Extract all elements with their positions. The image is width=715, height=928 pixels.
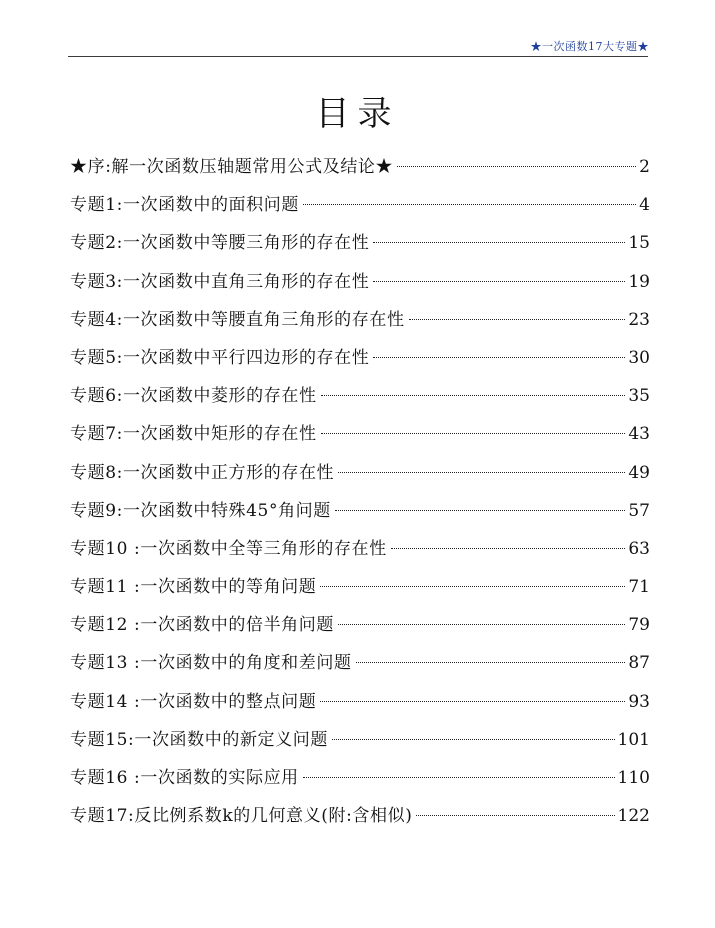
toc-entry[interactable] — [70, 683, 650, 721]
toc-entry-page: 4 — [639, 195, 650, 216]
dot-leader — [397, 166, 636, 167]
toc-entry-page: 71 — [628, 577, 650, 598]
dot-leader — [373, 281, 625, 282]
toc-entry[interactable] — [70, 606, 650, 644]
toc-entry-page: 57 — [628, 500, 650, 521]
dot-leader — [356, 662, 626, 663]
toc-entry-label: 专题8:一次函数中正方形的存在性 — [70, 462, 335, 483]
toc-entry-label: 专题9:一次函数中特殊45°角问题 — [70, 500, 331, 521]
dot-leader — [338, 624, 625, 625]
dot-leader — [409, 319, 626, 320]
toc-entry[interactable] — [70, 148, 650, 186]
toc-entry[interactable] — [70, 530, 650, 568]
toc-list — [70, 148, 650, 835]
running-header: ★一次函数17大专题★ — [530, 40, 649, 53]
dot-leader — [416, 815, 614, 816]
toc-entry-label: 专题3:一次函数中直角三角形的存在性 — [70, 271, 370, 292]
toc-entry-label: 专题15:一次函数中的新定义问题 — [70, 729, 328, 750]
toc-entry[interactable] — [70, 759, 650, 797]
toc-entry-label: 专题16 :一次函数的实际应用 — [70, 768, 299, 788]
dot-leader — [320, 586, 625, 587]
toc-entry-page: 63 — [628, 538, 650, 559]
toc-entry[interactable] — [70, 186, 650, 224]
toc-entry[interactable] — [70, 454, 650, 492]
toc-entry-label: ★序:解一次函数压轴题常用公式及结论★ — [70, 157, 394, 177]
toc-entry[interactable] — [70, 301, 650, 339]
dot-leader — [373, 357, 625, 358]
toc-entry-page: 110 — [617, 768, 650, 788]
dot-leader — [321, 433, 626, 434]
toc-entry-page: 23 — [628, 309, 650, 330]
toc-entry-label: 专题6:一次函数中菱形的存在性 — [70, 386, 317, 407]
toc-entry-label: 专题13 :一次函数中的角度和差问题 — [70, 653, 352, 674]
toc-entry[interactable] — [70, 797, 650, 835]
toc-entry[interactable] — [70, 492, 650, 530]
toc-entry-label: 专题11 :一次函数中的等角问题 — [70, 577, 317, 598]
toc-entry[interactable] — [70, 263, 650, 301]
toc-entry-label: 专题4:一次函数中等腰直角三角形的存在性 — [70, 309, 405, 330]
toc-entry-label: 专题7:一次函数中矩形的存在性 — [70, 424, 317, 445]
dot-leader — [335, 510, 625, 511]
toc-entry-page: 122 — [617, 806, 650, 827]
toc-entry[interactable] — [70, 339, 650, 377]
toc-entry-label: 专题5:一次函数中平行四边形的存在性 — [70, 347, 370, 368]
toc-entry-page: 19 — [628, 271, 650, 292]
toc-entry-page: 87 — [628, 653, 650, 674]
toc-entry-label: 专题12 :一次函数中的倍半角问题 — [70, 615, 334, 636]
toc-entry-label: 专题1:一次函数中的面积问题 — [70, 195, 299, 216]
dot-leader — [373, 242, 625, 243]
dot-leader — [391, 548, 626, 549]
toc-entry[interactable] — [70, 377, 650, 415]
toc-entry-label: 专题17:反比例系数k的几何意义(附:含相似) — [70, 806, 413, 827]
dot-leader — [338, 472, 625, 473]
dot-leader — [321, 395, 626, 396]
toc-entry[interactable] — [70, 415, 650, 453]
toc-entry-label: 专题2:一次函数中等腰三角形的存在性 — [70, 233, 370, 254]
toc-entry-label: 专题10 :一次函数中全等三角形的存在性 — [70, 538, 387, 559]
toc-entry-page: 101 — [617, 729, 650, 750]
dot-leader — [332, 739, 615, 740]
toc-entry[interactable] — [70, 644, 650, 682]
toc-entry-page: 15 — [628, 233, 650, 254]
toc-entry-page: 79 — [628, 615, 650, 636]
dot-leader — [303, 777, 615, 778]
toc-entry-page: 2 — [639, 157, 650, 177]
toc-entry[interactable] — [70, 568, 650, 606]
toc-entry-page: 35 — [628, 386, 650, 407]
toc-entry-page: 30 — [628, 347, 650, 368]
dot-leader — [303, 204, 636, 205]
toc-entry-page: 49 — [628, 462, 650, 483]
toc-entry-page: 93 — [628, 691, 650, 712]
toc-entry-page: 43 — [628, 424, 650, 445]
header-rule — [68, 56, 648, 57]
toc-entry[interactable] — [70, 721, 650, 759]
toc-entry-label: 专题14 :一次函数中的整点问题 — [70, 691, 317, 712]
dot-leader — [320, 701, 625, 702]
toc-title: 目录 — [315, 94, 400, 134]
toc-entry[interactable] — [70, 224, 650, 262]
